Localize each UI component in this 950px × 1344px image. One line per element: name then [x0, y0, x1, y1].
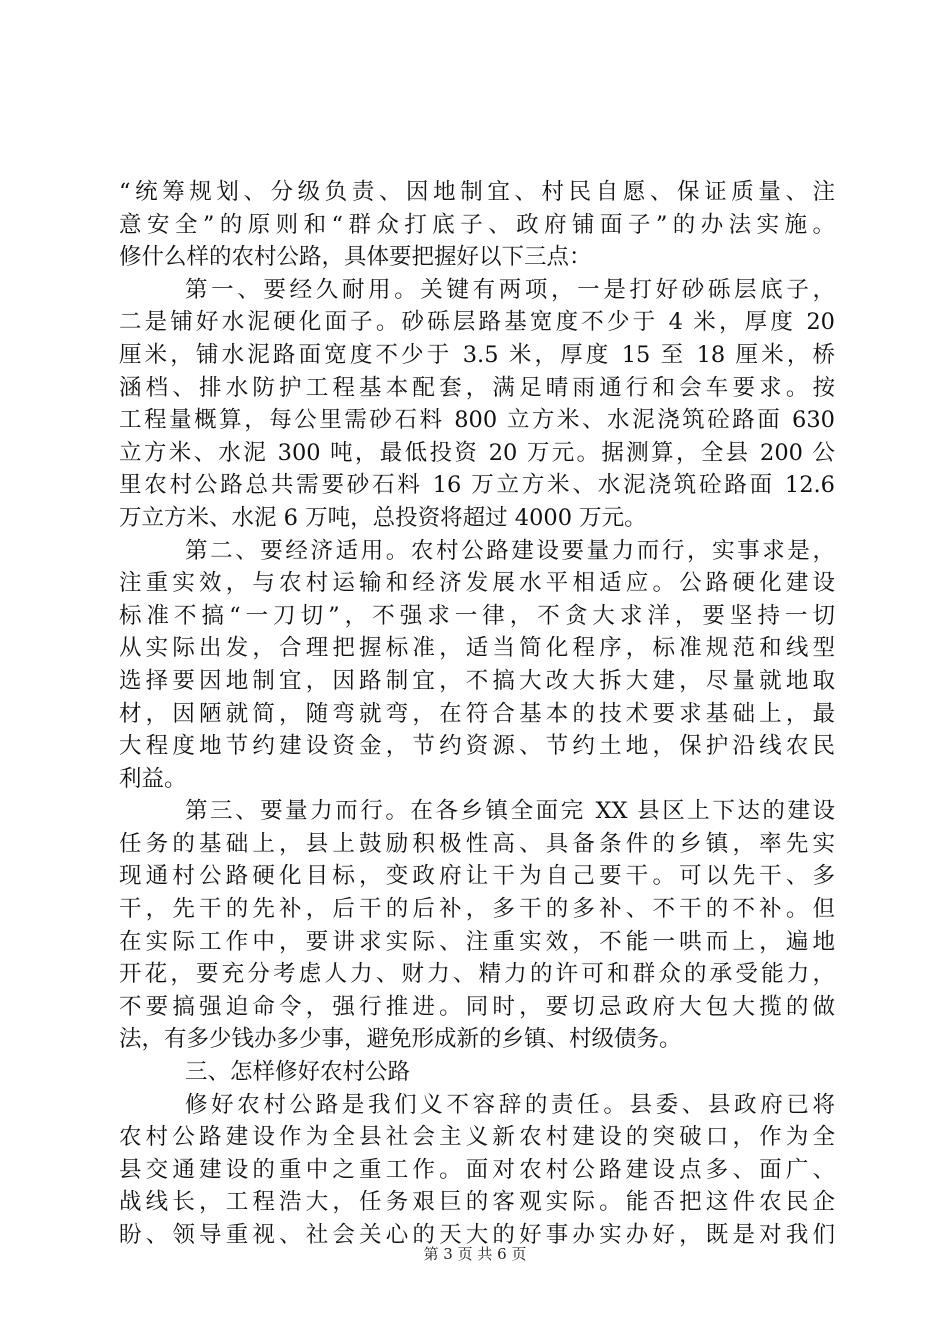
- text-line: 厘米，铺水泥路面宽度不少于 3.5 米，厚度 15 至 18 厘米，桥: [119, 341, 835, 368]
- text-line: 万立方米、水泥 6 万吨，总投资将超过 4000 万元。: [119, 504, 647, 531]
- text-line: 材，因陋就简，随弯就弯，在符合基本的技术要求基础上，最: [119, 700, 835, 727]
- text-line: 工程量概算，每公里需砂石料 800 立方米、水泥浇筑砼路面 630: [119, 407, 835, 434]
- document-body: [119, 176, 835, 1252]
- text-line: 注重实效，与农村运输和经济发展水平相适应。公路硬化建设: [119, 570, 835, 597]
- text-line: 立方米、水泥 300 吨，最低投资 20 万元。据测算，全县 200 公: [119, 439, 835, 466]
- text-line: 农村公路建设作为全县社会主义新农村建设的突破口，作为全: [119, 1124, 835, 1151]
- text-line: 二是铺好水泥硬化面子。砂砾层路基宽度不少于 4 米，厚度 20: [119, 309, 835, 336]
- text-line: 干，先干的先补，后干的后补，多干的多补、不干的不补。但: [119, 896, 835, 923]
- text-line: 开花，要充分考虑人力、财力、精力的许可和群众的承受能力，: [119, 961, 835, 988]
- text-line: 三、怎样修好农村公路: [185, 1059, 411, 1086]
- text-line: 在实际工作中，要讲求实际、注重实效，不能一哄而上，遍地: [119, 928, 835, 955]
- text-line: 县交通建设的重中之重工作。面对农村公路建设点多、面广、: [119, 1156, 835, 1183]
- text-line: 修好农村公路是我们义不容辞的责任。县委、县政府已将: [185, 1091, 835, 1118]
- text-line: 战线长，工程浩大，任务艰巨的客观实际。能否把这件农民企: [119, 1189, 835, 1216]
- text-line: 任务的基础上，县上鼓励积极性高、具备条件的乡镇，率先实: [119, 830, 835, 857]
- text-line: 从实际出发，合理把握标准，适当简化程序，标准规范和线型: [119, 635, 835, 662]
- text-line: 修什么样的农村公路，具体要把握好以下三点：: [119, 244, 592, 271]
- text-line: 第三、要量力而行。在各乡镇全面完 XX 县区上下达的建设: [185, 798, 835, 825]
- text-line: 利益。: [119, 765, 187, 792]
- text-line: “统筹规划、分级负责、因地制宜、村民自愿、保证质量、注: [119, 179, 835, 205]
- text-line: 意安全”的原则和“群众打底子、政府铺面子”的办法实施。: [119, 211, 835, 238]
- text-line: 不要搞强迫命令，强行推进。同时，要切忌政府大包大揽的做: [119, 993, 835, 1020]
- text-line: 第二、要经济适用。农村公路建设要量力而行，实事求是，: [185, 537, 835, 564]
- text-line: 标准不搞“一刀切”，不强求一律，不贪大求洋，要坚持一切: [119, 602, 835, 629]
- text-line: 大程度地节约建设资金，节约资源、节约土地，保护沿线农民: [119, 733, 835, 760]
- page-footer: 第 3 页 共 6 页: [423, 1245, 527, 1263]
- text-line: 第一、要经久耐用。关键有两项，一是打好砂砾层底子，: [185, 276, 835, 303]
- text-line: 法，有多少钱办多少事，避免形成新的乡镇、村级债务。: [119, 1026, 682, 1053]
- text-line: 涵档、排水防护工程基本配套，满足晴雨通行和会车要求。按: [119, 374, 835, 401]
- text-line: 里农村公路总共需要砂石料 16 万立方米、水泥浇筑砼路面 12.6: [119, 472, 835, 499]
- text-line: 选择要因地制宜，因路制宜，不搞大改大拆大建，尽量就地取: [119, 667, 835, 694]
- text-line: 现通村公路硬化目标，变政府让干为自己要干。可以先干、多: [119, 863, 835, 890]
- text-line: 盼、领导重视、社会关心的天大的好事办实办好，既是对我们: [119, 1222, 835, 1248]
